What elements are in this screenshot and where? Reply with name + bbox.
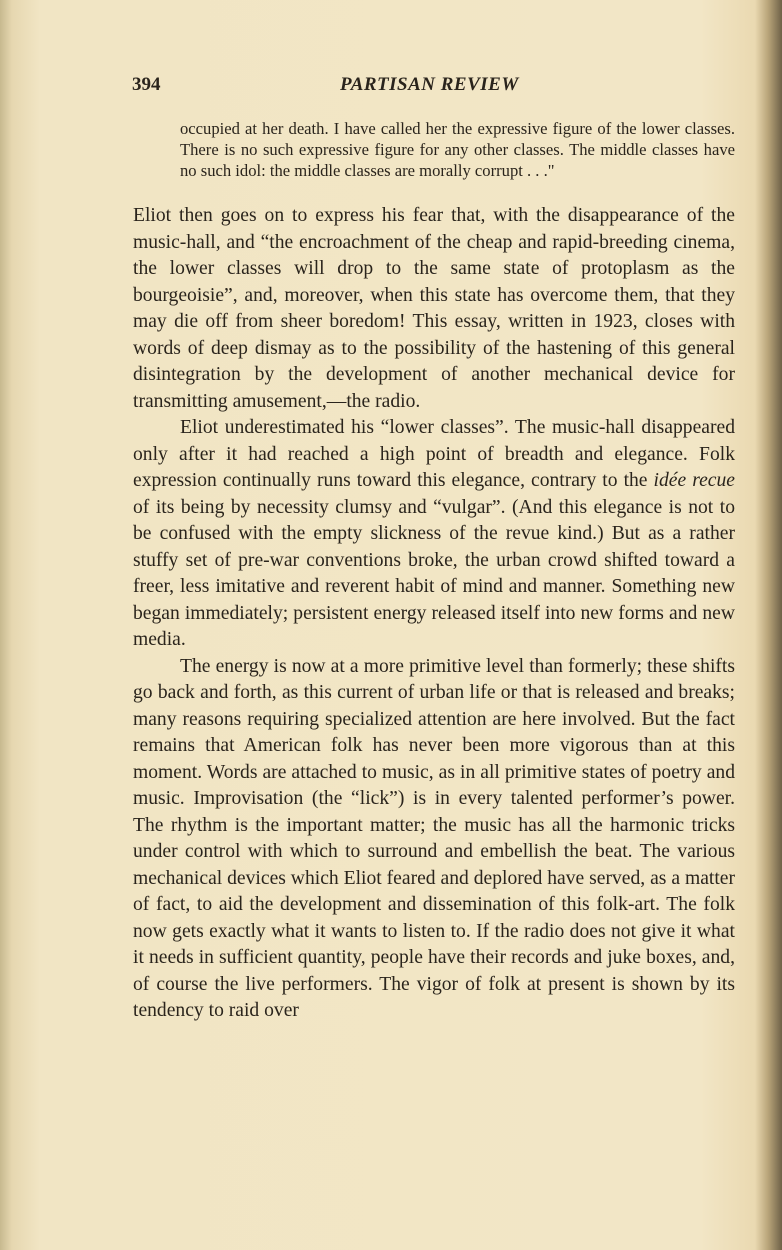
body-text xyxy=(133,203,735,1025)
paragraph-text: Eliot then goes on to express his fear that, with the disappearance of the music-hall, and “the encroachment of the cheap and rapid-breeding cinema, the lower classes will drop to the same state of protoplasm as the bourgeoisie”, and, moreover, when this state has overcome them, that they may die off from sheer boredom! This essay, written in 1923, closes with words of deep dismay as to the possibility of the hastening of this general disintegration by the development of another mechanical device for transmitting amusement,—the radio. xyxy=(133,205,735,412)
running-head: PARTISAN REVIEW xyxy=(340,74,519,95)
block-quote xyxy=(180,118,735,181)
paragraph xyxy=(133,415,735,654)
page-header xyxy=(132,74,732,104)
paragraph xyxy=(133,203,735,415)
paragraph-text: Eliot underestimated his “lower classes”. The music-hall disappeared only after it had reached a high point of breadth and elegance. Folk expression continually runs toward this elegance, contrary to the xyxy=(133,417,735,491)
paragraph-italic-text: idée recue xyxy=(653,470,735,491)
paragraph xyxy=(133,654,735,1025)
block-quote-text: occupied at her death. I have called her the expressive figure of the lower classes. There is no such expressive figure for any other classes. The middle classes have no such idol: the middle classes are morally corrupt . . ." xyxy=(180,119,735,180)
paragraph-text: of its being by necessity clumsy and “vulgar”. (And this elegance is not to be confused with the empty slickness of the revue kind.) But as a rather stuffy set of pre-war conventions broke, the urban crowd shifted toward a freer, less imitative and reverent habit of mind and manner. Something new began immediately; persistent energy released itself into new forms and new media. xyxy=(133,496,735,650)
paragraph-text: The energy is now at a more primitive level than formerly; these shifts go back and forth, as this current of urban life or that is released and breaks; many reasons requiring specialized attention are here involved. But the fact remains that American folk has never been more vigorous than at this moment. Words are attached to music, as in all primitive states of poetry and music. Improvisation (the “lick”) is in every talented performer’s power. The rhythm is the important matter; the music has all the harmonic tricks under control with which to surround and embellish the beat. The various mechanical devices which Eliot feared and deplored have served, as a matter of fact, to aid the development and dissemination of this folk-art. The folk now gets exactly what it wants to listen to. If the radio does not give it what it needs in sufficient quantity, people have their records and juke boxes, and, of course the live performers. The vigor of folk at present is shown by its tendency to raid over xyxy=(133,655,735,1021)
page-number: 394 xyxy=(132,74,161,95)
